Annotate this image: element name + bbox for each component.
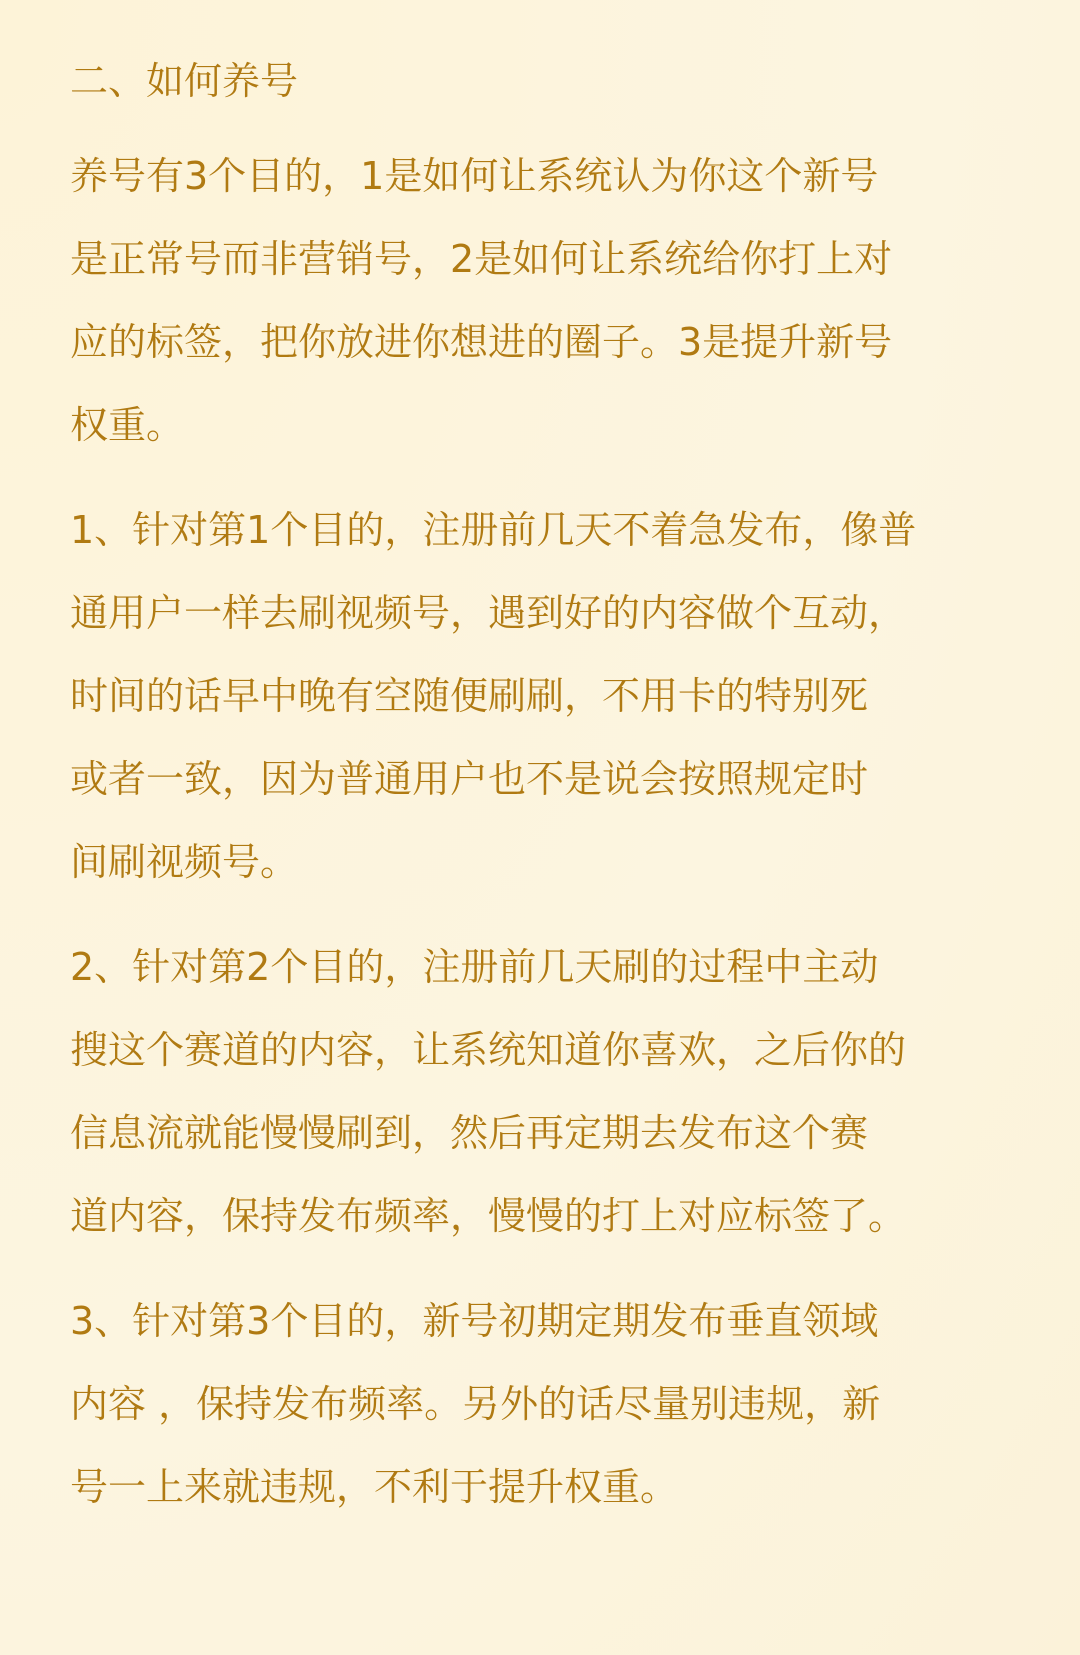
article-content (70, 40, 1030, 1551)
paragraph-point-2 (70, 926, 1030, 1258)
paragraph-point-3 (70, 1280, 1030, 1529)
paragraph-line: 信息流就能慢慢刷到，然后再定期去发布这个赛 (70, 1111, 869, 1155)
paragraph-line: 间刷视频号。 (70, 840, 299, 884)
paragraph-line: 2、针对第2个目的，注册前几天刷的过程中主动 (70, 945, 879, 989)
paragraph-line: 号一上来就违规，不利于提升权重。 (70, 1465, 679, 1509)
paragraph-line: 养号有3个目的，1是如何让系统认为你这个新号 (70, 154, 879, 198)
paragraph-intro (70, 135, 1030, 467)
paragraph-line: 1、针对第1个目的，注册前几天不着急发布，像普 (70, 508, 917, 552)
paragraph-line: 3、针对第3个目的，新号初期定期发布垂直领域 (70, 1299, 879, 1343)
paragraph-line: 道内容，保持发布频率，慢慢的打上对应标签了。 (70, 1194, 907, 1238)
heading-text: 二、如何养号 (70, 59, 299, 103)
paragraph-line: 时间的话早中晚有空随便刷刷，不用卡的特别死 (70, 674, 869, 718)
paragraph-line: 或者一致，因为普通用户也不是说会按照规定时 (70, 757, 869, 801)
paragraph-line: 是正常号而非营销号，2是如何让系统给你打上对 (70, 237, 893, 281)
section-heading (70, 40, 1030, 123)
paragraph-line: 权重。 (70, 403, 185, 447)
paragraph-line: 内容 ，保持发布频率。另外的话尽量别违规，新 (70, 1382, 881, 1426)
paragraph-line: 通用户一样去刷视频号，遇到好的内容做个互动， (70, 591, 907, 635)
paragraph-point-1 (70, 489, 1030, 904)
paragraph-line: 搜这个赛道的内容，让系统知道你喜欢，之后你的 (70, 1028, 907, 1072)
paragraph-line: 应的标签，把你放进你想进的圈子。3是提升新号 (70, 320, 893, 364)
